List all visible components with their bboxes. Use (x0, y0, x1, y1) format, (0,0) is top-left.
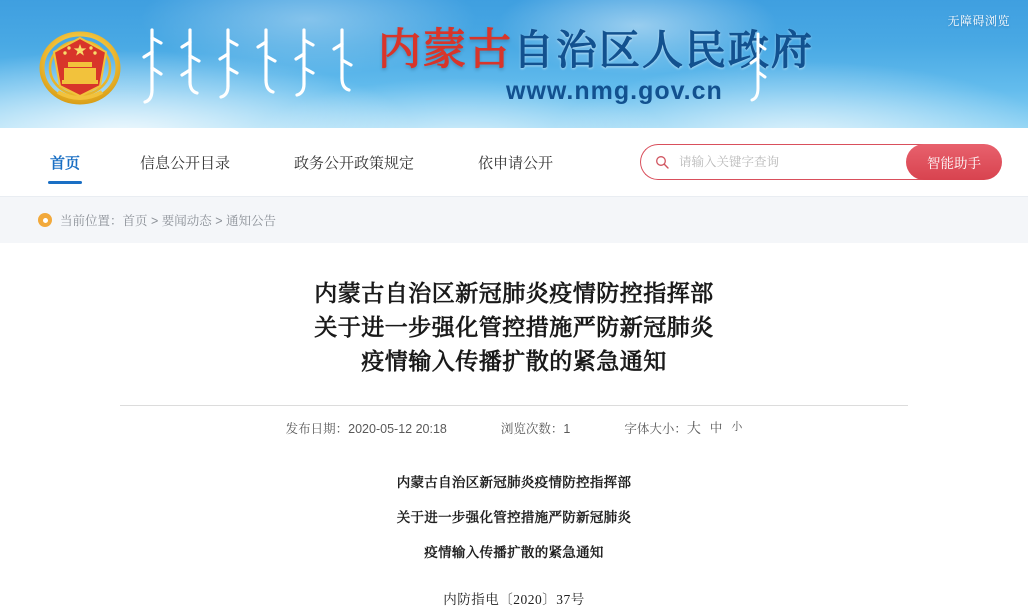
publish-date-value: 2020-05-12 20:18 (348, 422, 447, 436)
nav-item-government-policy[interactable]: 政务公开政策规定 (294, 154, 415, 172)
font-size-small[interactable]: 小 (731, 421, 743, 433)
site-url: www.nmg.gov.cn (506, 77, 723, 105)
search-input[interactable] (677, 154, 911, 170)
breadcrumb (0, 197, 1028, 243)
nav-item-home[interactable]: 首页 (40, 128, 108, 196)
search-icon (655, 155, 669, 169)
site-banner (0, 0, 1028, 128)
breadcrumb-item-news[interactable]: 要闻动态 (161, 214, 212, 228)
page-title-line-3: 疫情输入传播扩散的紧急通知 (361, 349, 667, 374)
accessibility-link[interactable]: 无障碍浏览 (947, 14, 1010, 28)
font-size-label: 字体大小： (624, 422, 687, 436)
breadcrumb-item-home[interactable]: 首页 (122, 214, 148, 228)
breadcrumb-sep-1: > (147, 214, 162, 228)
page-title-line-2: 关于进一步强化管控措施严防新冠肺炎 (314, 315, 714, 340)
smart-assistant-button[interactable]: 智能助手 (906, 144, 1002, 180)
search-box[interactable] (640, 144, 924, 180)
publish-date (286, 419, 447, 437)
mongolian-script-right (748, 30, 768, 104)
national-emblem-icon (38, 24, 122, 106)
article-body (120, 472, 908, 564)
breadcrumb-prefix: 当前位置： (60, 214, 123, 228)
main-navigation (0, 128, 1028, 197)
page-title (120, 277, 908, 379)
body-line-1: 内蒙古自治区新冠肺炎疫情防控指挥部 (396, 475, 632, 490)
publish-date-label: 发布日期： (285, 422, 349, 436)
breadcrumb-item-notices[interactable]: 通知公告 (226, 214, 277, 228)
nav-item-list (40, 128, 585, 196)
document-number: 内防指电〔2020〕37号 (443, 592, 585, 607)
nav-item-disclosure-on-request[interactable]: 依申请公开 (478, 154, 554, 172)
search-area (640, 144, 1002, 180)
breadcrumb-text (60, 211, 276, 229)
view-count-label: 浏览次数： (500, 422, 564, 436)
wordmark-region: 内蒙古 (378, 27, 513, 74)
body-line-2: 关于进一步强化管控措施严防新冠肺炎 (396, 510, 632, 525)
breadcrumb-sep-2: > (211, 214, 227, 228)
body-line-3: 疫情输入传播扩散的紧急通知 (424, 545, 604, 560)
font-size-large[interactable]: 大 (686, 420, 701, 436)
view-count (501, 419, 570, 437)
page-title-line-1: 内蒙古自治区新冠肺炎疫情防控指挥部 (314, 281, 714, 306)
article-meta (120, 406, 908, 450)
font-size-control (624, 418, 742, 438)
wordmark-gov: 自治区人民政府 (513, 27, 814, 73)
view-count-value: 1 (563, 422, 571, 436)
location-marker-icon (38, 213, 52, 227)
font-size-medium[interactable]: 中 (709, 421, 723, 435)
article-container (0, 243, 1028, 608)
nav-item-info-disclosure-catalog[interactable]: 信息公开目录 (140, 154, 231, 172)
mongolian-script-left (140, 24, 370, 108)
